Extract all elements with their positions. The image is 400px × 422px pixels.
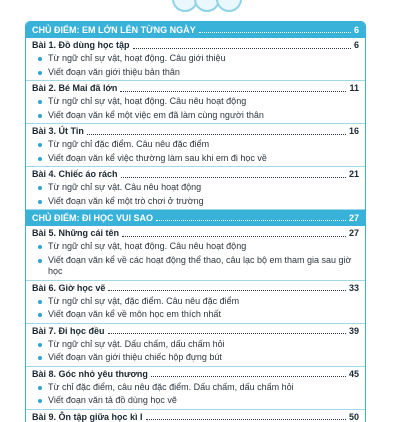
lesson-entry	[26, 367, 365, 410]
lesson-title-row[interactable]	[26, 81, 365, 95]
lesson-item-text: Từ ngữ chỉ sự vật. Dấu chấm, dấu chấm hỏi	[48, 339, 225, 351]
lesson-title-row[interactable]	[26, 167, 365, 181]
dot-leader	[108, 290, 346, 291]
dot-leader	[122, 236, 346, 237]
dot-leader	[87, 134, 346, 135]
lesson-item-text: Viết đoạn văn kể việc thường làm sau khi em đi học về	[48, 153, 267, 165]
dot-leader	[120, 91, 346, 92]
lesson-item	[26, 109, 365, 123]
bullet-dot-icon	[38, 143, 42, 147]
lesson-title-row[interactable]	[26, 281, 365, 295]
lesson-item	[26, 338, 365, 352]
lesson-title: Bài 8. Góc nhỏ yêu thương	[32, 369, 148, 379]
lesson-title: Bài 9. Ôn tập giữa học kì I	[32, 412, 143, 422]
lesson-page: 45	[349, 369, 359, 379]
lesson-page: 11	[349, 83, 359, 93]
lesson-item	[26, 308, 365, 322]
lesson-entry	[26, 38, 365, 81]
bullet-dot-icon	[38, 300, 42, 304]
lesson-item	[26, 152, 365, 166]
lesson-entry	[26, 81, 365, 124]
lesson-item	[26, 181, 365, 195]
lesson-item-text: Viết đoạn văn giới thiệu chiếc hộp đựng bút	[48, 352, 222, 364]
section-title: CHỦ ĐIỂM: EM LỚN LÊN TỪNG NGÀY	[32, 25, 196, 35]
lesson-entry	[26, 281, 365, 324]
lesson-item-text: Viết đoạn văn giới thiệu bản thân	[48, 67, 180, 79]
lesson-page: 33	[349, 283, 359, 293]
bullet-dot-icon	[38, 356, 42, 360]
dot-leader	[151, 376, 346, 377]
lesson-item	[26, 240, 365, 254]
lesson-item	[26, 66, 365, 80]
lesson-title: Bài 1. Đồ dùng học tập	[32, 40, 130, 50]
lesson-item-text: Từ ngữ chỉ sự vật, hoạt động. Câu nêu hoạt động	[48, 96, 246, 108]
dot-leader	[121, 177, 346, 178]
lesson-item-text: Viết đoạn văn kể một việc em đã làm cùng người thân	[48, 110, 264, 122]
section-title: CHỦ ĐIỂM: ĐI HỌC VUI SAO	[32, 213, 153, 223]
dot-leader	[146, 419, 346, 420]
lesson-item	[26, 351, 365, 365]
bullet-dot-icon	[38, 343, 42, 347]
bullet-dot-icon	[38, 57, 42, 61]
lesson-item-text: Từ ngữ chỉ sự vật, đặc điểm. Câu nêu đặc điểm	[48, 296, 239, 308]
bullet-dot-icon	[38, 71, 42, 75]
lesson-title-row[interactable]	[26, 226, 365, 240]
lesson-item-text: Viết đoạn văn tả đồ dùng học vẽ	[48, 395, 177, 407]
bullet-dot-icon	[38, 186, 42, 190]
lesson-title: Bài 4. Chiếc áo rách	[32, 169, 118, 179]
lesson-item-text: Từ ngữ chỉ sự vật. Câu nêu hoạt động	[48, 182, 201, 194]
bullet-dot-icon	[38, 245, 42, 249]
lesson-item-text: Viết đoạn văn kể về môn học em thích nhất	[48, 309, 221, 321]
lesson-entry	[26, 410, 365, 422]
lesson-item	[26, 381, 365, 395]
lesson-title-row[interactable]	[26, 367, 365, 381]
bullet-dot-icon	[38, 114, 42, 118]
lesson-item	[26, 295, 365, 309]
bullet-dot-icon	[38, 200, 42, 204]
dot-leader	[199, 32, 351, 33]
lesson-item	[26, 138, 365, 152]
lesson-item	[26, 52, 365, 66]
lesson-page: 6	[354, 40, 359, 50]
lesson-item-text: Từ ngữ chỉ đặc điểm. Câu nêu đặc điểm	[48, 139, 209, 151]
lesson-title-row[interactable]	[26, 124, 365, 138]
section-header[interactable]	[26, 22, 365, 38]
lesson-item	[26, 195, 365, 209]
lesson-title: Bài 6. Giờ học vẽ	[32, 283, 105, 293]
lesson-entry	[26, 124, 365, 167]
lesson-title: Bài 2. Bé Mai đã lớn	[32, 83, 117, 93]
dot-leader	[133, 48, 351, 49]
lesson-item	[26, 394, 365, 408]
lesson-page: 27	[349, 228, 359, 238]
lesson-entry	[26, 324, 365, 367]
bullet-dot-icon	[38, 313, 42, 317]
lesson-item-text: Viết đoạn văn kể về các hoạt động thể thao, câu lạc bộ em tham gia sau giờ học	[48, 255, 357, 278]
decorative-ring	[216, 0, 242, 12]
lesson-page: 16	[349, 126, 359, 136]
lesson-item	[26, 254, 365, 279]
dot-leader	[108, 333, 346, 334]
section-header[interactable]	[26, 210, 365, 226]
lesson-title: Bài 7. Đi học đều	[32, 326, 105, 336]
lesson-title-row[interactable]	[26, 410, 365, 422]
lesson-item-text: Từ chỉ đặc điểm, câu nêu đặc điểm. Dấu chấm, dấu chấm hỏi	[48, 382, 294, 394]
lesson-title: Bài 5. Những cái tên	[32, 228, 119, 238]
bullet-dot-icon	[38, 100, 42, 104]
lesson-title-row[interactable]	[26, 38, 365, 52]
lesson-entry	[26, 226, 365, 281]
lesson-page: 21	[349, 169, 359, 179]
lesson-page: 50	[349, 412, 359, 422]
section-page: 6	[354, 25, 359, 35]
bullet-dot-icon	[38, 259, 42, 263]
lesson-title: Bài 3. Út Tin	[32, 126, 84, 136]
lesson-page: 39	[349, 326, 359, 336]
lesson-entry	[26, 167, 365, 210]
lesson-title-row[interactable]	[26, 324, 365, 338]
table-of-contents	[25, 21, 366, 422]
bullet-dot-icon	[38, 157, 42, 161]
section-page: 27	[349, 213, 359, 223]
lesson-item-text: Từ ngữ chỉ sự vật, hoạt động. Câu nêu hoạt động	[48, 241, 246, 253]
dot-leader	[156, 220, 346, 221]
bullet-dot-icon	[38, 386, 42, 390]
lesson-item-text: Viết đoạn văn kể một trò chơi ở trường	[48, 196, 204, 208]
lesson-item	[26, 95, 365, 109]
lesson-item-text: Từ ngữ chỉ sự vật, hoạt động. Câu giới thiệu	[48, 53, 226, 65]
